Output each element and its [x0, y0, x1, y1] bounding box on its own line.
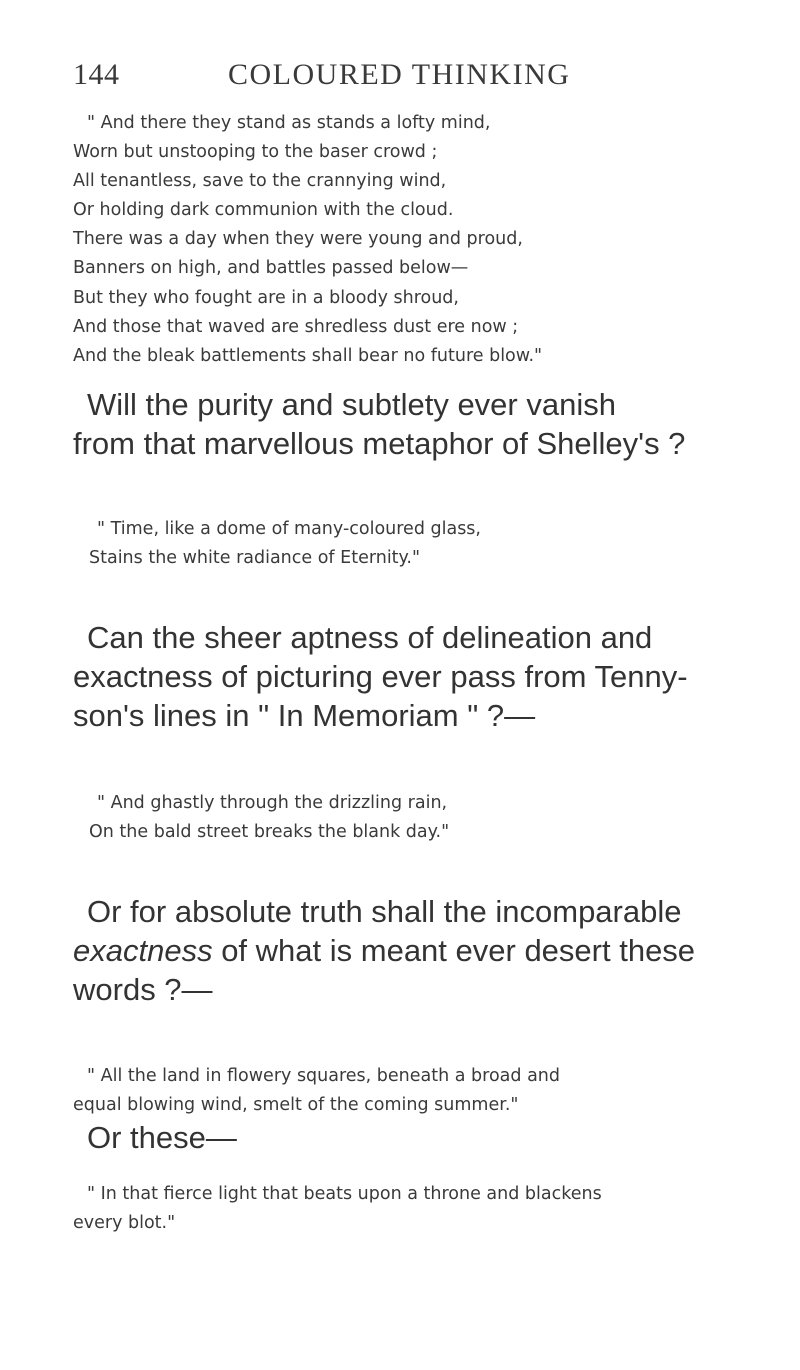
paragraph-line: son's lines in " In Memoriam " ?— — [73, 698, 536, 733]
paragraph-text: of what is meant ever desert these — [212, 933, 696, 968]
paragraph-line — [73, 931, 743, 970]
quote-in-memoriam — [89, 789, 739, 846]
quote-line: Stains the white radiance of Eternity." — [89, 547, 421, 568]
paragraph-line: Will the purity and subtlety ever vanish — [87, 387, 616, 422]
poem-line: There was a day when they were young and proud, — [73, 229, 523, 250]
poem-line: And the bleak battlements shall bear no future blow." — [73, 345, 543, 366]
quote-line: " Time, like a dome of many-coloured glass, — [97, 519, 481, 539]
quote-line: every blot." — [73, 1212, 176, 1233]
paragraph-or-these — [73, 1118, 743, 1157]
paragraph-line: words ?— — [73, 972, 213, 1007]
running-title: COLOURED THINKING — [228, 58, 571, 91]
quote-fierce-light — [73, 1180, 743, 1237]
quote-shelley — [89, 515, 739, 572]
emphasis-text: exactness — [73, 933, 213, 968]
page-header — [73, 58, 733, 102]
paragraph-line: Or these— — [87, 1120, 237, 1155]
paragraph-line: Or for absolute truth shall the incomparable — [87, 894, 682, 929]
paragraph-line: exactness of picturing ever pass from Tenny- — [73, 659, 688, 694]
page-number: 144 — [73, 58, 120, 91]
poem-stanza — [73, 109, 743, 371]
poem-line: Banners on high, and battles passed below— — [73, 258, 469, 279]
poem-line: Worn but unstooping to the baser crowd ; — [73, 142, 438, 163]
quote-line: " And ghastly through the drizzling rain, — [97, 793, 448, 813]
poem-line: But they who fought are in a bloody shroud, — [73, 287, 459, 308]
quote-line: " In that fierce light that beats upon a throne and blackens — [87, 1184, 602, 1204]
paragraph-tennyson — [73, 618, 743, 735]
poem-line: " And there they stand as stands a lofty mind, — [87, 113, 491, 133]
poem-line: And those that waved are shredless dust ere now ; — [73, 316, 519, 337]
paragraph-shelley — [73, 385, 743, 463]
poem-line: All tenantless, save to the crannying wind, — [73, 171, 447, 192]
quote-line: " All the land in flowery squares, beneath a broad and — [87, 1066, 561, 1086]
paragraph-line: Can the sheer aptness of delineation and — [87, 620, 653, 655]
paragraph-truth — [73, 892, 743, 1009]
quote-line: equal blowing wind, smelt of the coming summer." — [73, 1094, 519, 1115]
quote-line: On the bald street breaks the blank day." — [89, 821, 450, 842]
paragraph-line: from that marvellous metaphor of Shelley's ? — [73, 426, 686, 461]
poem-line: Or holding dark communion with the cloud. — [73, 200, 454, 221]
quote-flowery-squares — [73, 1062, 743, 1119]
